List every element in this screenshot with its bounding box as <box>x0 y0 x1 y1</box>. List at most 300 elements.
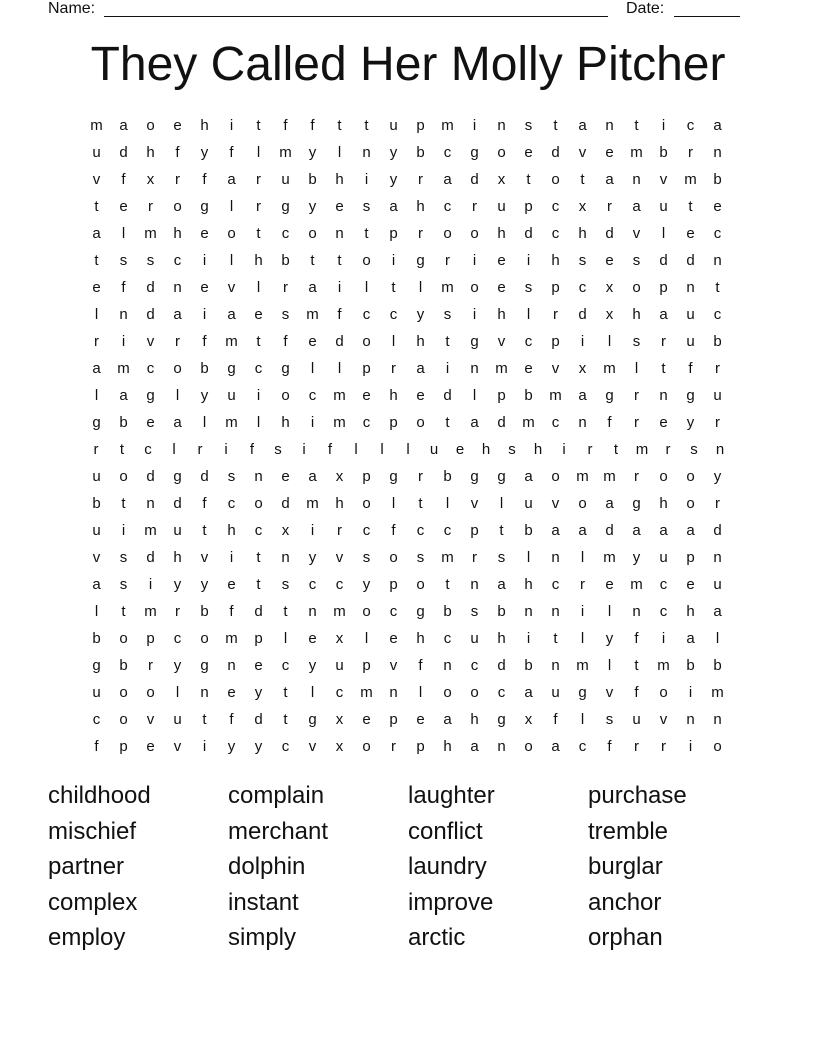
date-blank-line[interactable] <box>674 16 740 17</box>
grid-letter: n <box>281 549 290 566</box>
grid-letter: c <box>335 576 344 593</box>
grid-letter: n <box>254 468 263 485</box>
grid-letter: d <box>146 279 155 296</box>
grid-letter: o <box>173 198 182 215</box>
grid-letter: o <box>362 495 371 512</box>
grid-letter: a <box>632 522 641 539</box>
grid-letter: a <box>551 522 560 539</box>
grid-letter: m <box>225 333 238 350</box>
grid-row <box>83 355 733 382</box>
grid-letter: h <box>173 549 182 566</box>
grid-letter: p <box>551 279 560 296</box>
grid-letter: t <box>310 252 315 269</box>
grid-letter: t <box>256 333 261 350</box>
grid-letter: c <box>308 576 317 593</box>
grid-letter: d <box>524 225 533 242</box>
grid-letter: n <box>686 279 695 296</box>
grid-letter: d <box>497 657 506 674</box>
grid-letter: o <box>362 252 371 269</box>
grid-letter: y <box>605 630 614 647</box>
grid-letter: t <box>119 441 125 458</box>
grid-letter: u <box>429 441 439 458</box>
grid-letter: c <box>144 441 152 458</box>
grid-letter: c <box>524 333 533 350</box>
grid-letter: m <box>333 414 346 431</box>
word-bank-item: complex <box>48 888 138 916</box>
grid-letter: n <box>470 360 479 377</box>
grid-letter: s <box>443 306 452 323</box>
grid-letter: r <box>634 387 639 404</box>
grid-letter: b <box>686 657 695 674</box>
grid-letter: h <box>632 306 641 323</box>
grid-letter: e <box>389 630 398 647</box>
grid-letter: m <box>117 360 130 377</box>
grid-letter: e <box>119 198 128 215</box>
grid-letter: l <box>256 144 261 161</box>
grid-letter: e <box>173 117 182 134</box>
grid-letter: l <box>354 441 358 458</box>
grid-letter: a <box>497 576 506 593</box>
grid-letter: v <box>335 549 344 566</box>
grid-letter: a <box>119 387 128 404</box>
name-blank-line[interactable] <box>104 16 608 17</box>
grid-letter: d <box>146 468 155 485</box>
grid-letter: i <box>337 279 342 296</box>
grid-letter: b <box>524 387 533 404</box>
grid-letter: s <box>690 441 698 458</box>
grid-letter: y <box>200 144 209 161</box>
grid-letter: o <box>173 360 182 377</box>
grid-letter: c <box>308 387 317 404</box>
grid-letter: d <box>551 144 560 161</box>
grid-letter: h <box>497 306 506 323</box>
grid-letter: b <box>443 468 452 485</box>
grid-letter: d <box>659 252 668 269</box>
grid-letter: v <box>227 279 236 296</box>
grid-letter: d <box>686 252 695 269</box>
grid-letter: h <box>227 522 236 539</box>
grid-letter: s <box>632 333 641 350</box>
grid-letter: c <box>254 522 263 539</box>
grid-letter: r <box>607 198 612 215</box>
grid-letter: i <box>229 549 234 566</box>
grid-letter: i <box>472 306 477 323</box>
grid-letter: o <box>659 684 668 701</box>
grid-letter: l <box>364 630 369 647</box>
grid-letter: t <box>688 198 693 215</box>
grid-letter: o <box>362 603 371 620</box>
grid-letter: b <box>119 657 128 674</box>
grid-letter: l <box>445 495 450 512</box>
grid-letter: d <box>173 495 182 512</box>
date-label: Date: <box>626 0 665 17</box>
grid-letter: g <box>389 468 398 485</box>
grid-letter: c <box>443 522 452 539</box>
grid-letter: y <box>389 171 398 188</box>
grid-row <box>83 706 733 733</box>
grid-letter: a <box>578 117 587 134</box>
grid-letter: n <box>713 549 722 566</box>
grid-letter: l <box>418 279 423 296</box>
grid-letter: f <box>202 171 207 188</box>
grid-letter: l <box>607 333 612 350</box>
grid-letter: c <box>713 225 722 242</box>
grid-letter: m <box>441 549 454 566</box>
grid-letter: m <box>333 387 346 404</box>
grid-letter: f <box>310 117 315 134</box>
grid-letter: a <box>551 738 560 755</box>
grid-letter: o <box>470 279 479 296</box>
grid-letter: d <box>146 549 155 566</box>
grid-letter: r <box>148 198 153 215</box>
grid-letter: a <box>659 522 668 539</box>
grid-letter: m <box>306 495 319 512</box>
grid-letter: g <box>416 252 425 269</box>
grid-letter: a <box>227 306 236 323</box>
grid-letter: g <box>497 468 506 485</box>
grid-letter: i <box>256 387 261 404</box>
grid-letter: d <box>470 171 479 188</box>
grid-letter: t <box>256 225 261 242</box>
grid-letter: a <box>659 306 668 323</box>
grid-letter: m <box>144 603 157 620</box>
grid-letter: n <box>443 657 452 674</box>
grid-letter: m <box>144 225 157 242</box>
grid-letter: c <box>92 711 101 728</box>
grid-letter: e <box>281 468 290 485</box>
grid-letter: v <box>200 549 209 566</box>
grid-letter: s <box>497 549 506 566</box>
grid-letter: x <box>335 630 344 647</box>
grid-letter: e <box>524 144 533 161</box>
grid-letter: m <box>549 387 562 404</box>
grid-letter: i <box>148 576 153 593</box>
grid-row <box>83 463 733 490</box>
grid-letter: p <box>389 576 398 593</box>
grid-letter: c <box>470 657 479 674</box>
grid-letter: t <box>256 117 261 134</box>
grid-letter: m <box>495 360 508 377</box>
grid-letter: l <box>229 198 234 215</box>
grid-letter: o <box>659 468 668 485</box>
grid-letter: t <box>613 441 619 458</box>
grid-letter: t <box>256 549 261 566</box>
grid-letter: u <box>713 576 722 593</box>
grid-letter: u <box>524 495 533 512</box>
grid-letter: i <box>688 684 693 701</box>
grid-letter: f <box>553 711 558 728</box>
grid-letter: b <box>416 144 425 161</box>
grid-letter: o <box>551 171 560 188</box>
grid-letter: m <box>684 171 697 188</box>
grid-letter: s <box>524 117 533 134</box>
grid-letter: f <box>327 441 333 458</box>
grid-letter: o <box>119 711 128 728</box>
grid-letter: a <box>713 603 722 620</box>
grid-letter: t <box>418 495 423 512</box>
grid-letter: r <box>175 603 180 620</box>
grid-letter: f <box>175 144 180 161</box>
grid-letter: d <box>335 333 344 350</box>
grid-letter: t <box>715 279 720 296</box>
grid-letter: d <box>605 522 614 539</box>
grid-letter: i <box>121 522 126 539</box>
grid-letter: i <box>562 441 566 458</box>
grid-letter: h <box>416 630 425 647</box>
grid-letter: b <box>659 144 668 161</box>
grid-letter: a <box>389 198 398 215</box>
grid-letter: i <box>364 171 369 188</box>
word-bank-item: laughter <box>408 782 495 809</box>
grid-letter: i <box>661 630 666 647</box>
word-bank-item: arctic <box>408 924 466 951</box>
grid-letter: b <box>713 333 722 350</box>
grid-letter: r <box>472 198 477 215</box>
grid-letter: f <box>283 117 288 134</box>
grid-letter: m <box>630 144 643 161</box>
grid-letter: r <box>418 468 423 485</box>
grid-letter: r <box>256 171 261 188</box>
grid-row <box>83 625 733 652</box>
grid-letter: g <box>92 414 101 431</box>
grid-letter: i <box>302 441 306 458</box>
word-bank-item: purchase <box>588 782 687 809</box>
grid-letter: m <box>90 117 103 134</box>
grid-letter: e <box>92 279 101 296</box>
grid-letter: g <box>92 657 101 674</box>
grid-letter: o <box>497 144 506 161</box>
grid-letter: i <box>445 360 450 377</box>
grid-letter: t <box>364 117 369 134</box>
grid-letter: v <box>578 144 587 161</box>
grid-letter: d <box>254 603 263 620</box>
grid-letter: l <box>499 495 504 512</box>
grid-letter: n <box>389 684 398 701</box>
grid-letter: f <box>202 495 207 512</box>
grid-letter: y <box>308 657 317 674</box>
grid-letter: r <box>175 333 180 350</box>
grid-letter: c <box>254 360 263 377</box>
grid-letter: r <box>418 225 423 242</box>
grid-letter: v <box>659 711 668 728</box>
grid-letter: a <box>713 117 722 134</box>
grid-letter: f <box>634 684 639 701</box>
grid-row <box>83 571 733 598</box>
grid-letter: t <box>94 198 99 215</box>
grid-letter: n <box>715 441 725 458</box>
grid-letter: o <box>308 225 317 242</box>
grid-letter: h <box>533 441 543 458</box>
word-bank-item: partner <box>48 853 125 880</box>
grid-letter: u <box>335 657 344 674</box>
grid-letter: e <box>605 576 614 593</box>
grid-letter: a <box>92 225 101 242</box>
grid-letter: f <box>391 522 396 539</box>
grid-letter: o <box>119 684 128 701</box>
grid-letter: g <box>578 684 587 701</box>
grid-letter: l <box>337 144 342 161</box>
grid-letter: u <box>173 711 182 728</box>
grid-letter: c <box>389 306 398 323</box>
grid-letter: n <box>146 495 155 512</box>
grid-letter: c <box>227 495 236 512</box>
grid-letter: h <box>659 495 668 512</box>
grid-letter: u <box>470 630 479 647</box>
grid-letter: c <box>551 198 560 215</box>
grid-letter: o <box>119 468 128 485</box>
grid-row <box>83 274 733 301</box>
grid-letter: c <box>173 630 182 647</box>
grid-letter: h <box>443 738 452 755</box>
grid-letter: n <box>524 603 533 620</box>
grid-letter: l <box>94 387 99 404</box>
grid-letter: c <box>281 738 290 755</box>
grid-letter: v <box>470 495 479 512</box>
grid-letter: s <box>119 576 128 593</box>
grid-letter: b <box>281 252 290 269</box>
grid-letter: n <box>173 279 182 296</box>
grid-letter: y <box>173 576 182 593</box>
grid-letter: a <box>686 630 695 647</box>
grid-letter: t <box>256 576 261 593</box>
grid-letter: u <box>632 711 641 728</box>
grid-letter: o <box>713 738 722 755</box>
grid-letter: c <box>443 198 452 215</box>
grid-letter: s <box>227 468 236 485</box>
grid-letter: l <box>256 279 261 296</box>
grid-letter: x <box>605 279 614 296</box>
grid-letter: m <box>576 468 589 485</box>
grid-letter: y <box>389 144 398 161</box>
word-bank-item: tremble <box>588 817 669 845</box>
grid-letter: g <box>200 657 209 674</box>
grid-letter: r <box>391 360 396 377</box>
grid-letter: i <box>310 414 315 431</box>
grid-letter: m <box>635 441 649 458</box>
grid-letter: x <box>335 711 344 728</box>
grid-letter: o <box>146 117 155 134</box>
grid-letter: x <box>497 171 506 188</box>
grid-letter: r <box>175 171 180 188</box>
grid-letter: o <box>200 630 209 647</box>
grid-letter: m <box>576 657 589 674</box>
grid-letter: r <box>472 549 477 566</box>
grid-letter: s <box>508 441 516 458</box>
word-bank-item: anchor <box>588 888 662 916</box>
grid-letter: h <box>416 198 425 215</box>
grid-letter: n <box>497 117 506 134</box>
grid-letter: v <box>632 225 641 242</box>
grid-letter: y <box>308 144 317 161</box>
page-title: They Called Her Molly Pitcher <box>90 38 726 91</box>
grid-letter: e <box>227 684 236 701</box>
grid-letter: x <box>578 360 587 377</box>
grid-letter: e <box>146 414 155 431</box>
grid-letter: p <box>416 738 425 755</box>
grid-letter: l <box>580 630 585 647</box>
grid-letter: x <box>524 711 533 728</box>
grid-letter: c <box>551 414 560 431</box>
grid-letter: a <box>470 414 479 431</box>
grid-letter: n <box>713 252 722 269</box>
grid-letter: n <box>497 738 506 755</box>
grid-letter: n <box>632 603 641 620</box>
grid-letter: c <box>173 252 182 269</box>
grid-letter: x <box>578 198 587 215</box>
grid-letter: b <box>308 171 317 188</box>
grid-letter: r <box>715 360 720 377</box>
grid-letter: p <box>686 549 695 566</box>
word-bank <box>48 781 768 959</box>
grid-row <box>83 652 733 679</box>
grid-letter: p <box>470 522 479 539</box>
grid-row <box>83 409 733 436</box>
grid-letter: r <box>665 441 671 458</box>
grid-letter: m <box>522 414 535 431</box>
grid-letter: p <box>362 657 371 674</box>
grid-letter: o <box>119 630 128 647</box>
grid-letter: y <box>416 306 425 323</box>
grid-letter: o <box>470 684 479 701</box>
grid-letter: h <box>470 711 479 728</box>
grid-letter: l <box>580 711 585 728</box>
grid-letter: u <box>92 522 101 539</box>
grid-letter: h <box>416 333 425 350</box>
grid-letter: e <box>362 711 371 728</box>
grid-letter: a <box>92 360 101 377</box>
grid-letter: n <box>551 657 560 674</box>
grid-letter: t <box>283 684 288 701</box>
grid-letter: t <box>553 117 558 134</box>
grid-letter: a <box>92 576 101 593</box>
grid-letter: s <box>119 549 128 566</box>
grid-letter: o <box>470 225 479 242</box>
grid-letter: p <box>659 279 668 296</box>
grid-letter: r <box>283 279 288 296</box>
grid-letter: a <box>686 522 695 539</box>
grid-letter: r <box>256 198 261 215</box>
grid-letter: h <box>551 252 560 269</box>
grid-letter: b <box>497 603 506 620</box>
grid-letter: c <box>659 576 668 593</box>
grid-letter: t <box>391 279 396 296</box>
grid-letter: i <box>202 738 207 755</box>
grid-letter: c <box>146 360 155 377</box>
grid-letter: f <box>634 630 639 647</box>
grid-letter: h <box>254 252 263 269</box>
word-bank-item: laundry <box>408 853 487 880</box>
grid-letter: i <box>229 117 234 134</box>
grid-letter: a <box>578 522 587 539</box>
grid-letter: o <box>389 549 398 566</box>
grid-letter: t <box>337 252 342 269</box>
grid-letter: c <box>281 225 290 242</box>
grid-letter: a <box>470 738 479 755</box>
grid-letter: u <box>713 387 722 404</box>
grid-letter: i <box>202 252 207 269</box>
grid-letter: n <box>713 711 722 728</box>
grid-letter: g <box>227 360 236 377</box>
word-bank-item: burglar <box>588 853 663 880</box>
grid-row <box>83 166 733 193</box>
grid-letter: c <box>362 522 371 539</box>
grid-letter: t <box>445 414 450 431</box>
grid-letter: r <box>445 252 450 269</box>
grid-letter: c <box>416 522 425 539</box>
grid-letter: m <box>279 144 292 161</box>
grid-letter: u <box>686 306 695 323</box>
word-bank-item: improve <box>408 888 494 916</box>
